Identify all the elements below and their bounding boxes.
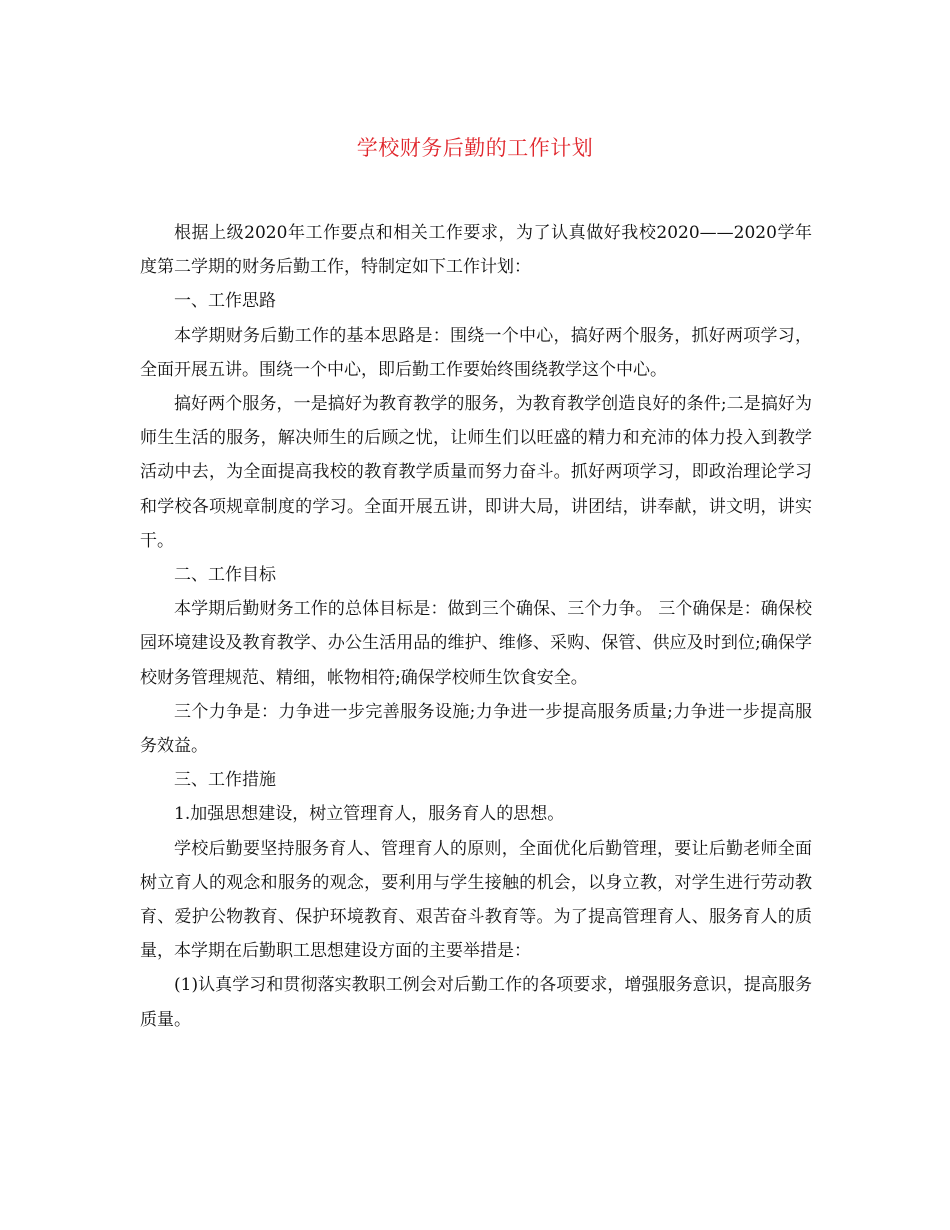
document-body [140, 216, 812, 1037]
body-paragraph: 学校后勤要坚持服务育人、管理育人的原则，全面优化后勤管理，要让后勤老师全面树立育人的观念和服务的观念，要利用与学生接触的机会，以身立教，对学生进行劳动教育、爱护公物教育、保护环境教育、艰苦奋斗教育等。为了提高管理育人、服务育人的质量，本学期在后勤职工思想建设方面的主要举措是： [140, 838, 812, 962]
section-heading-1: 一、工作思路 [174, 291, 276, 312]
body-paragraph: 搞好两个服务，一是搞好为教育教学的服务，为教育教学创造良好的条件;二是搞好为师生生活的服务，解决师生的后顾之忧，让师生们以旺盛的精力和充沛的体力投入到教学活动中去，为全面提高我校的教育教学质量而努力奋斗。抓好两项学习，即政治理论学习和学校各项规章制度的学习。全面开展五讲，即讲大局，讲团结，讲奉献，讲文明，讲实干。 [140, 394, 812, 551]
body-paragraph: 本学期后勤财务工作的总体目标是：做到三个确保、三个力争。 三个确保是：确保校园环境建设及教育教学、办公生活用品的维护、维修、采购、保管、供应及时到位;确保学校财务管理规范、精细，帐物相符;确保学校师生饮食安全。 [140, 599, 812, 688]
section-heading-2: 二、工作目标 [174, 565, 276, 586]
subsection-heading-1: 1.加强思想建设，树立管理育人，服务育人的思想。 [174, 804, 565, 825]
intro-paragraph: 根据上级2020年工作要点和相关工作要求，为了认真做好我校2020——2020学年度第二学期的财务后勤工作，特制定如下工作计划： [140, 223, 812, 278]
body-paragraph: 三个力争是：力争进一步完善服务设施;力争进一步提高服务质量;力争进一步提高服务效益。 [140, 701, 812, 757]
list-item-1: (1)认真学习和贯彻落实教职工例会对后勤工作的各项要求，增强服务意识，提高服务质量。 [140, 975, 812, 1030]
body-paragraph: 本学期财务后勤工作的基本思路是：围绕一个中心，搞好两个服务，抓好两项学习，全面开展五讲。围绕一个中心，即后勤工作要始终围绕教学这个中心。 [140, 325, 812, 380]
section-heading-3: 三、工作措施 [174, 770, 276, 791]
document-title: 学校财务后勤的工作计划 [356, 136, 594, 160]
